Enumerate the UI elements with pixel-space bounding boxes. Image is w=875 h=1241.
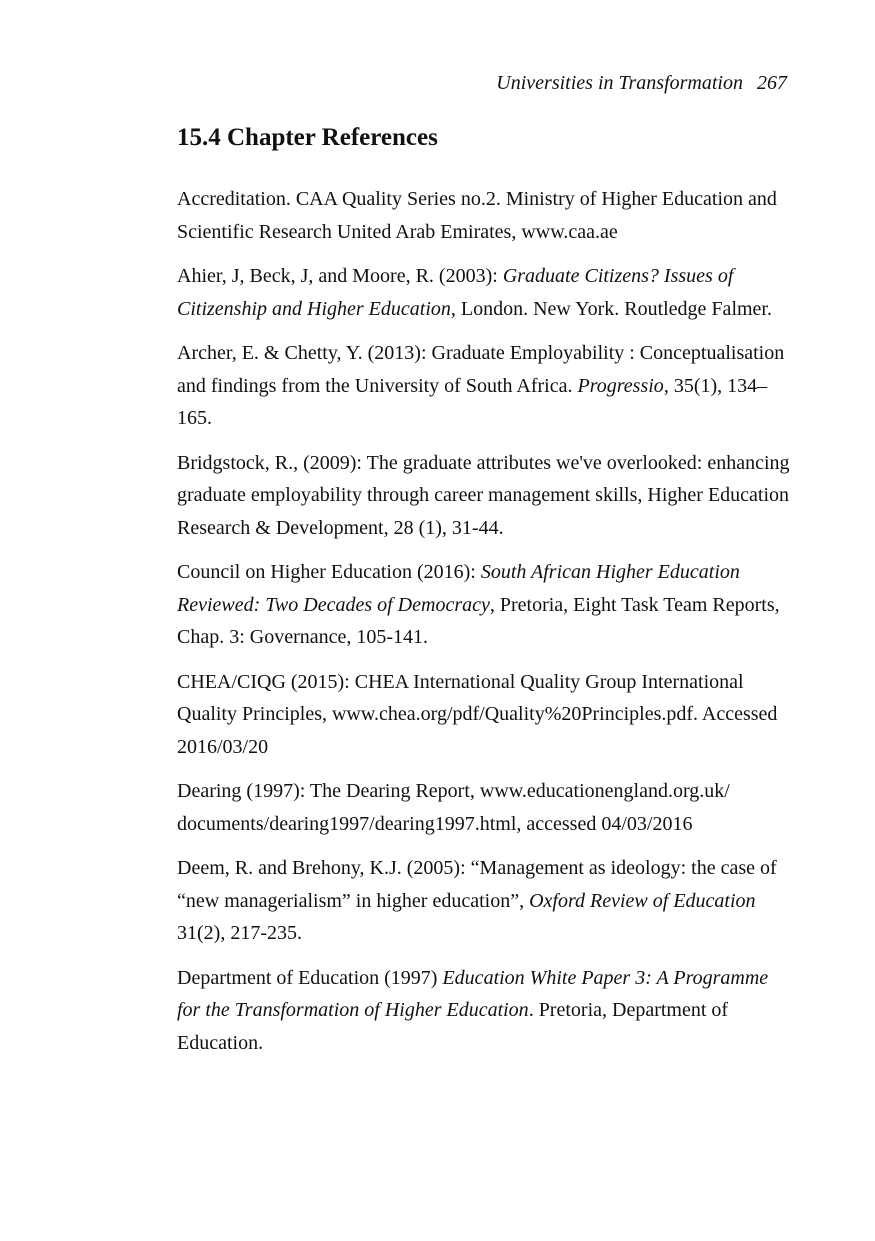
reference-entry (177, 962, 792, 1060)
reference-list (177, 183, 792, 1071)
page-number: 267 (757, 72, 787, 94)
reference-text: Bridgstock, R., (2009): The graduate attributes we've overlooked: enhancing graduate employability through career management skills, Higher Education Research & Development, 28 (1), 31-44. (177, 451, 790, 539)
reference-title-italic: Oxford Review of Education (529, 889, 756, 912)
reference-text: Accreditation. CAA Quality Series no.2. Ministry of Higher Education and Scientific Research United Arab Emirates, www.caa.ae (177, 188, 777, 243)
reference-entry (177, 852, 792, 950)
reference-entry (177, 775, 792, 840)
reference-title-italic: Graduate Citizens? Issues of Citizenship and Higher Education (177, 265, 734, 320)
reference-text: Dearing (1997): The Dearing Report, www.educationengland.org.uk/ documents/dearing1997/dearing1997.html, accessed 04/03/2016 (177, 780, 730, 835)
reference-entry (177, 447, 792, 545)
reference-text: Archer, E. & Chetty, Y. (2013): Graduate Employability : Conceptualisation and findings from the University of South Africa. (177, 342, 785, 397)
reference-text: , 35(1), 134–165. (177, 374, 768, 429)
reference-entry (177, 183, 792, 248)
reference-entry (177, 260, 792, 325)
reference-text: CHEA/CIQG (2015): CHEA International Quality Group International Quality Principles, www.chea.org/pdf/Quality%20Principles.pdf. Accessed 2016/03/20 (177, 670, 778, 758)
reference-text: 31(2), 217-235. (177, 922, 302, 944)
reference-text: , Pretoria, Eight Task Team Reports, Chap. 3: Governance, 105-141. (177, 593, 780, 648)
reference-title-italic: South African Higher Education Reviewed: Two Decades of Democracy (177, 561, 740, 616)
reference-entry (177, 337, 792, 435)
reference-text: Council on Higher Education (2016): (177, 561, 481, 583)
reference-text: , London. New York. Routledge Falmer. (450, 297, 772, 320)
reference-entry (177, 556, 792, 654)
reference-entry (177, 666, 792, 764)
reference-text: Deem, R. and Brehony, K.J. (2005): “Management as ideology: the case of “new managerialism” in higher education”, (177, 857, 777, 912)
section-title: 15.4 Chapter References (177, 124, 438, 151)
reference-title-italic: Education White Paper 3: A Programme for the Transformation of Higher Education (177, 966, 769, 1021)
running-title: Universities in Transformation (496, 72, 743, 94)
reference-title-italic: Progressio (577, 374, 664, 397)
running-header (496, 72, 787, 95)
reference-text: . Pretoria, Department of Education. (177, 999, 729, 1054)
reference-text: Ahier, J, Beck, J, and Moore, R. (2003): (177, 265, 503, 287)
reference-text: Department of Education (1997) (177, 966, 443, 989)
